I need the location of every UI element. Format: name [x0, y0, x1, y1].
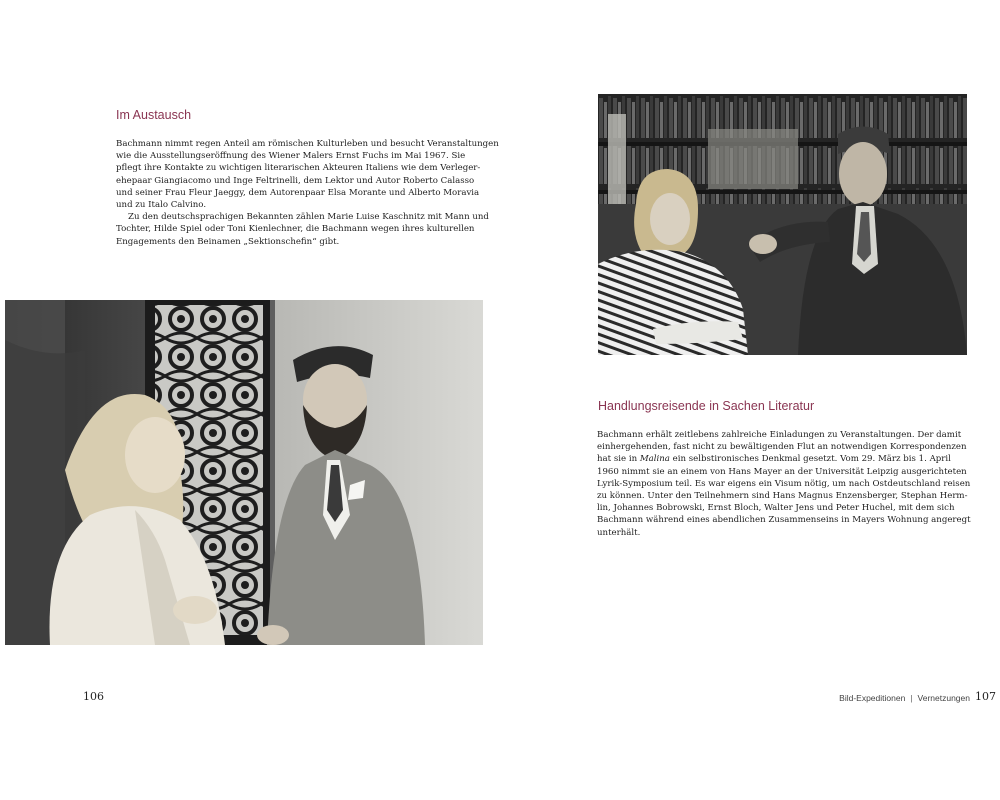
- right-body-text: [597, 429, 971, 539]
- right-page: [500, 0, 1000, 800]
- text-line: Bachmann erhält zeitlebens zahlreiche Einladungen zu Veranstaltungen. Der damit: [597, 430, 962, 440]
- running-head-chapter: Vernetzungen: [917, 693, 970, 703]
- photo-exhibition-graphic: [5, 300, 483, 645]
- photo-exhibition-opening: [5, 300, 483, 645]
- running-head: [839, 693, 970, 703]
- photo-library-conversation: [598, 94, 967, 355]
- photo-library-graphic: [598, 94, 967, 355]
- text-line: wie die Ausstellungseröffnung des Wiener Malers Ernst Fuchs im Mai 1967. Sie: [116, 151, 466, 162]
- text-line: 1960 nimmt sie an einem von Hans Mayer an der Universität Leipzig ausgerichteten: [597, 466, 967, 477]
- book-title-malina: Malina: [639, 454, 670, 465]
- page-number-left: 106: [83, 690, 104, 703]
- text-line: unterhält.: [597, 527, 641, 538]
- text-line: lin, Johannes Bobrowski, Ernst Bloch, Walter Jens und Peter Huchel, mit dem sich: [597, 503, 955, 514]
- text-line: Zu den deutschsprachigen Bekannten zählen Marie Luise Kaschnitz mit Mann und: [128, 212, 489, 223]
- left-body-text: [116, 138, 499, 248]
- text-line: pflegt ihre Kontakte zu wichtigen literarischen Akteuren Italiens wie dem Verleger-: [116, 163, 481, 174]
- text-line: und seiner Frau Fleur Jaeggy, dem Autorenpaar Elsa Morante und Alberto Moravia: [116, 187, 480, 198]
- running-head-section: Bild-Expeditionen: [839, 693, 906, 703]
- right-heading: Handlungsreisende in Sachen Literatur: [598, 399, 815, 413]
- text-line: und zu Italo Calvino.: [116, 200, 207, 211]
- text-line: zu können. Unter den Teilnehmern sind Hans Magnus Enzensberger, Stephan Herm-: [597, 491, 968, 502]
- page-number-right: 107: [975, 690, 996, 703]
- text-segment: hat sie in: [597, 454, 640, 465]
- text-line: ehepaar Giangiacomo und Inge Feltrinelli, dem Lektor und Autor Roberto Calasso: [116, 175, 475, 186]
- text-line: Bachmann während eines abendlichen Zusammenseins in Mayers Wohnung angeregt: [597, 515, 971, 526]
- running-head-separator: |: [910, 693, 913, 703]
- left-heading: Im Austausch: [116, 108, 192, 122]
- text-segment: ein selbstironisches Denkmal gesetzt. Vom 29. März bis 1. April: [669, 454, 951, 465]
- text-line: Engagements den Beinamen „Sektionschefin“ gibt.: [116, 236, 340, 247]
- text-line: Tochter, Hilde Spiel oder Toni Kienlechner, die Bachmann wegen ihres kulturellen: [116, 224, 475, 235]
- text-line: Lyrik-Symposium teil. Es war eigens ein Visum nötig, um nach Ostdeutschland reisen: [597, 478, 971, 489]
- text-line: Bachmann nimmt regen Anteil am römischen Kulturleben und besucht Veranstaltungen: [116, 139, 499, 149]
- text-line: einhergehenden, fast nicht zu bewältigenden Flut an notwendigen Korrespondenzen: [597, 442, 967, 453]
- text-line: [597, 453, 971, 465]
